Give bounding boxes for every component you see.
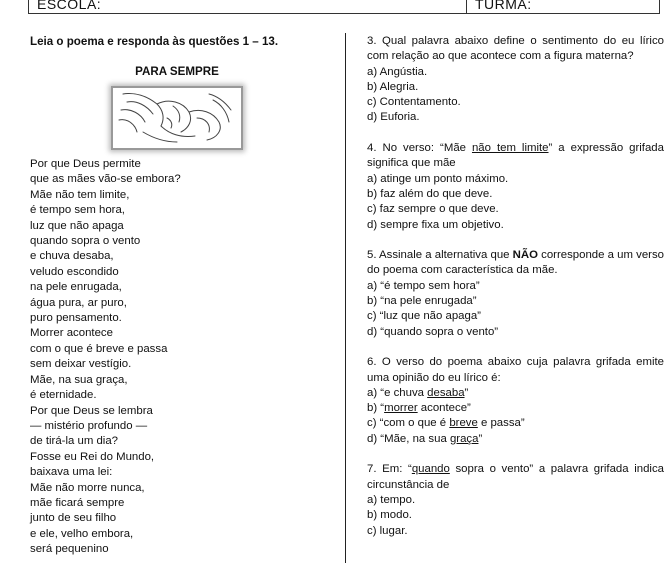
poem-line: é eternidade. xyxy=(30,389,97,402)
question-3 xyxy=(367,34,664,126)
option-a: a) “e chuva desaba” xyxy=(367,386,469,399)
underlined-word: graça xyxy=(449,432,479,445)
question-text-part: ” a expressão grifada significa que mãe xyxy=(367,142,664,170)
header-divider xyxy=(466,0,467,13)
poem-line: e ele, velho embora, xyxy=(30,527,134,540)
question-text: 3. Qual palavra abaixo define o sentimento do eu lírico com relação ao que acontece com a figura materna? xyxy=(367,35,664,63)
option-a: a) atinge um ponto máximo. xyxy=(367,172,509,185)
mother-child-sketch-icon xyxy=(113,88,237,144)
bold-word: NÃO xyxy=(512,249,538,262)
poem-line: é tempo sem hora, xyxy=(30,204,125,217)
poem-line: na pele enrugada, xyxy=(30,281,122,294)
option-b: b) faz além do que deve. xyxy=(367,187,493,200)
poem-line: água pura, ar puro, xyxy=(30,296,127,309)
option-b: b) modo. xyxy=(367,509,412,522)
question-text-part: sopra o vento” a palavra grifada indica circunstância de xyxy=(367,463,664,491)
poem-line: que as mães vão-se embora? xyxy=(30,173,181,186)
questions-column xyxy=(367,34,664,554)
poem-line: Mãe não tem limite, xyxy=(30,188,130,201)
column-divider xyxy=(345,33,346,563)
poem-line: com o que é breve e passa xyxy=(30,342,168,355)
poem-line: mãe ficará sempre xyxy=(30,496,125,509)
option-a: a) Angústia. xyxy=(367,65,428,78)
option-b: b) Alegria. xyxy=(367,80,419,93)
question-text-part: corresponde a um verso do poema com característica da mãe. xyxy=(367,249,664,277)
header-box xyxy=(28,0,660,14)
question-text-part: 4. No verso: “Mãe xyxy=(367,142,472,155)
underlined-word: breve xyxy=(449,417,478,430)
poem-line: Mãe não morre nunca, xyxy=(30,481,145,494)
poem-line: puro pensamento. xyxy=(30,312,122,325)
underlined-expression: não tem limite xyxy=(471,142,549,155)
poem-line: Por que Deus se lembra xyxy=(30,404,153,417)
poem-line: será pequenino xyxy=(30,543,109,556)
underlined-word: quando xyxy=(411,463,450,476)
option-c: c) Contentamento. xyxy=(367,96,461,109)
question-6 xyxy=(367,355,664,447)
question-text-part: 7. Em: “ xyxy=(367,463,412,476)
option-d: d) “quando sopra o vento” xyxy=(367,325,499,338)
option-a: a) tempo. xyxy=(367,493,416,506)
question-text: 6. O verso do poema abaixo cuja palavra grifada emite uma opinião do eu lírico é: xyxy=(367,356,664,384)
option-d: d) sempre fixa um objetivo. xyxy=(367,218,504,231)
option-d: d) “Mãe, na sua graça” xyxy=(367,432,483,445)
option-b: b) “na pele enrugada” xyxy=(367,295,477,308)
question-5 xyxy=(367,248,664,340)
poem-line: junto de seu filho xyxy=(30,512,117,525)
poem-line: luz que não apaga xyxy=(30,219,124,232)
poem-line: Por que Deus permite xyxy=(30,158,141,170)
option-b: b) “morrer acontece” xyxy=(367,402,471,415)
option-c: c) faz sempre o que deve. xyxy=(367,203,499,216)
question-7 xyxy=(367,462,664,538)
underlined-word: morrer xyxy=(384,402,418,415)
poem-line: — mistério profundo — xyxy=(30,419,148,432)
poem-line: veludo escondido xyxy=(30,265,119,278)
question-text-part: 5. Assinale a alternativa que xyxy=(367,249,513,262)
poem-line: Mãe, na sua graça, xyxy=(30,373,128,386)
poem-line: baixava uma lei: xyxy=(30,466,113,479)
poem-line: Fosse eu Rei do Mundo, xyxy=(30,450,155,463)
option-c: c) “com o que é breve e passa” xyxy=(367,417,525,430)
question-text xyxy=(367,141,664,172)
poem-line: sem deixar vestígio. xyxy=(30,358,132,371)
class-label: TURMA: xyxy=(475,0,532,12)
option-a: a) “é tempo sem hora” xyxy=(367,279,480,292)
poem-title: PARA SEMPRE xyxy=(135,65,219,78)
instructions: Leia o poema e responda às questões 1 – 13. xyxy=(30,35,279,48)
option-c: c) “luz que não apaga” xyxy=(367,310,481,323)
option-d: d) Euforia. xyxy=(367,111,420,124)
poem-line: de tirá-la um dia? xyxy=(30,435,119,448)
poem-line: Morrer acontece xyxy=(30,327,113,340)
instructions-block xyxy=(30,35,330,48)
question-4 xyxy=(367,141,664,233)
poem-line: quando sopra o vento xyxy=(30,235,141,248)
option-c: c) lugar. xyxy=(367,524,408,537)
question-text xyxy=(367,462,664,493)
poem-line: e chuva desaba, xyxy=(30,250,114,263)
poem-body xyxy=(30,157,330,558)
underlined-word: desaba xyxy=(427,386,465,399)
school-label: ESCOLA: xyxy=(37,0,102,12)
question-text xyxy=(367,248,664,279)
poem-illustration xyxy=(111,86,243,150)
